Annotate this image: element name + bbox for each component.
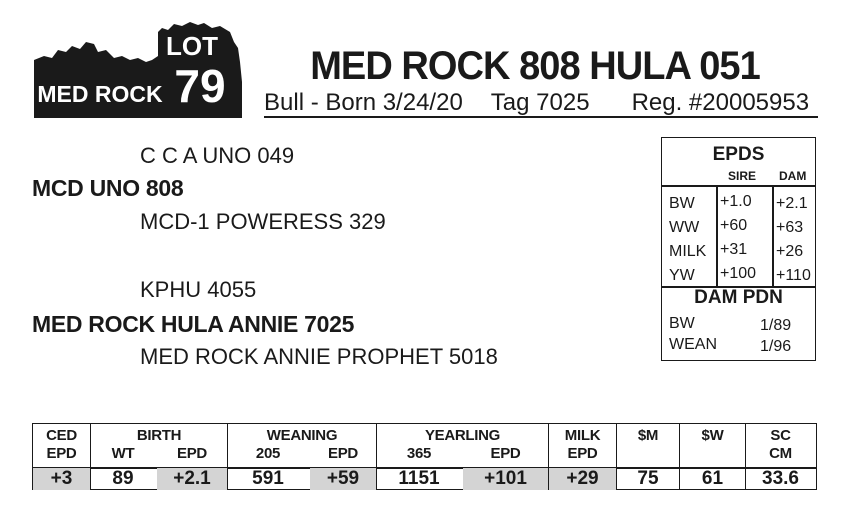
epd-row-label: BW	[669, 195, 695, 212]
dollar-w-value: 61	[701, 468, 724, 489]
dam-sire: KPHU 4055	[140, 277, 257, 302]
epd-dam-value: +63	[776, 219, 804, 236]
yearling-adj-label: 365	[406, 445, 432, 462]
yearling-adj-value: 1151	[398, 468, 440, 489]
dollar-m-value: 75	[637, 468, 659, 489]
epd-head-rule	[662, 185, 815, 187]
epd-title: EPDS	[712, 144, 765, 165]
epd-sire-value: +60	[720, 217, 748, 234]
animal-subtitle	[264, 88, 824, 118]
epd-dam-value: +2.1	[776, 195, 808, 212]
epd-row-label: MILK	[669, 243, 707, 260]
birth-epd-value: +2.1	[157, 468, 227, 490]
epd-row-label: WW	[669, 219, 700, 236]
sire: MCD UNO 808	[32, 175, 184, 201]
weaning-adj-value: 591	[252, 468, 284, 489]
epd-sire-value: +1.0	[720, 193, 752, 210]
dam-pdn-value: 1/89	[760, 317, 792, 334]
birth-weight-value: 89	[112, 468, 134, 489]
yearling-column	[377, 424, 549, 489]
birth-wt-label: WT	[111, 445, 135, 462]
ced-header: CED	[46, 427, 77, 444]
registration-number: Reg. #20005953	[631, 89, 810, 116]
performance-table	[32, 423, 817, 490]
ced-value: +3	[33, 468, 90, 490]
dollar-w-column	[680, 424, 746, 489]
epd-box	[661, 137, 816, 361]
milk-column	[549, 424, 617, 489]
dam-pdn-value: 1/96	[760, 338, 792, 355]
lot-label: LOT	[166, 31, 218, 61]
brand-name: MED ROCK	[37, 81, 163, 107]
yearling-header: YEARLING	[424, 427, 501, 444]
dam: MED ROCK HULA ANNIE 7025	[32, 311, 355, 337]
scrotal-column	[746, 424, 815, 489]
sire-sire: C C A UNO 049	[140, 143, 295, 168]
milk-header: MILK	[564, 427, 601, 444]
sc-header: SC	[770, 427, 791, 444]
epd-sire-value: +100	[720, 265, 757, 282]
epd-col-sire: SIRE	[728, 169, 757, 183]
weaning-epd-value: +59	[310, 468, 376, 490]
epd-col-rule-2	[772, 185, 774, 286]
dam-pdn-label: BW	[669, 315, 695, 332]
weaning-header: WEANING	[266, 427, 338, 444]
header-divider	[264, 116, 818, 118]
dollar-m-column	[617, 424, 680, 489]
weaning-adj-label: 205	[255, 445, 281, 462]
dam-pdn-title: DAM PDN	[694, 287, 783, 308]
epd-sire-value: +31	[720, 241, 748, 258]
dam-dam: MED ROCK ANNIE PROPHET 5018	[140, 344, 498, 369]
animal-name-title: MED ROCK 808 HULA 051	[310, 44, 760, 88]
epd-dam-value: +26	[776, 243, 804, 260]
birth-header: BIRTH	[136, 427, 182, 444]
dam-pdn-label: WEAN	[669, 336, 717, 353]
sex-birthdate: Bull - Born 3/24/20	[264, 89, 463, 116]
epd-row-label: YW	[669, 267, 695, 284]
dollar-m-header: $M	[637, 427, 659, 444]
sc-subheader: CM	[769, 445, 792, 462]
epd-col-dam: DAM	[779, 169, 807, 183]
epd-dam-value: +110	[776, 267, 811, 284]
sire-dam: MCD-1 POWERESS 329	[140, 209, 386, 234]
milk-subheader: EPD	[567, 445, 598, 462]
lot-number: 79	[174, 60, 226, 112]
weaning-epd-label: EPD	[328, 445, 358, 462]
milk-epd-value: +29	[549, 468, 616, 490]
weaning-column	[228, 424, 377, 489]
epd-col-rule-1	[716, 185, 718, 286]
birth-epd-label: EPD	[177, 445, 207, 462]
ced-column	[33, 424, 91, 489]
birth-column	[91, 424, 228, 489]
scrotal-value: 33.6	[762, 468, 799, 489]
ced-subheader: EPD	[46, 445, 77, 462]
dollar-w-header: $W	[701, 427, 724, 444]
yearling-epd-label: EPD	[490, 445, 521, 462]
med-rock-lot-logo	[34, 22, 244, 118]
yearling-epd-value: +101	[463, 468, 548, 490]
tag-number: Tag 7025	[490, 89, 590, 116]
